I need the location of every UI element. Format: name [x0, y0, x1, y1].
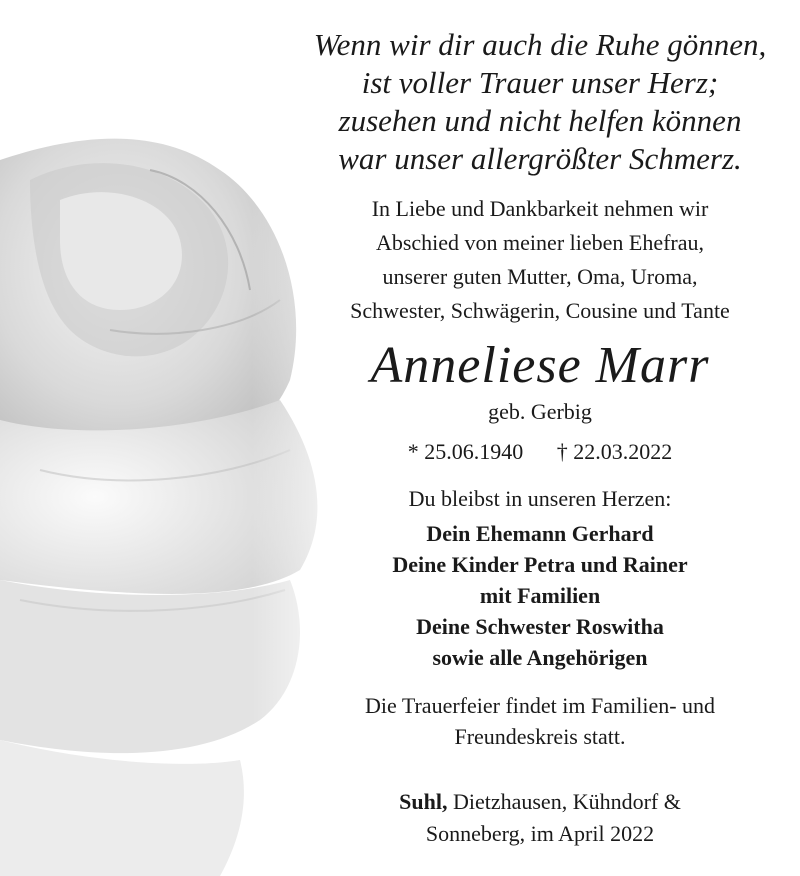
deceased-name: Anneliese Marr: [370, 337, 710, 394]
poem-line: zusehen und nicht helfen können: [338, 103, 742, 138]
poem-line: Wenn wir dir auch die Ruhe gönnen,: [313, 27, 767, 62]
intro-line: Abschied von meiner lieben Ehefrau,: [375, 230, 705, 255]
funeral-note: [300, 690, 780, 752]
mourner-line: sowie alle Angehörigen: [432, 645, 648, 670]
mourner-line: Deine Schwester Roswitha: [416, 614, 664, 639]
intro-line: In Liebe und Dankbarkeit nehmen wir: [371, 196, 709, 221]
farewell-line: Du bleibst in unseren Herzen:: [408, 486, 672, 511]
death-date: † 22.03.2022: [556, 439, 673, 464]
funeral-line: Die Trauerfeier findet im Familien- und: [364, 693, 716, 718]
birth-date: * 25.06.1940: [407, 439, 524, 464]
place-towns: Dietzhausen, Kühndorf &: [447, 789, 681, 814]
life-dates: [300, 438, 780, 466]
birth-name: geb. Gerbig: [488, 399, 592, 424]
place-line-2: Sonneberg, im April 2022: [425, 821, 655, 846]
mourners-list: [300, 518, 780, 673]
poem-line: war unser allergrößter Schmerz.: [338, 141, 742, 176]
memorial-poem: [300, 26, 780, 178]
place-line-1: [300, 786, 780, 818]
intro-line: Schwester, Schwägerin, Cousine und Tante: [350, 298, 730, 323]
intro-line: unserer guten Mutter, Oma, Uroma,: [382, 264, 698, 289]
place-city: Suhl,: [399, 789, 448, 814]
poem-line: ist voller Trauer unser Herz;: [361, 65, 719, 100]
mourner-line: Deine Kinder Petra und Rainer: [392, 552, 688, 577]
intro-text: [300, 192, 780, 328]
funeral-line: Freundeskreis statt.: [454, 724, 626, 749]
place-and-date: [300, 786, 780, 850]
mourner-line: Dein Ehemann Gerhard: [426, 521, 654, 546]
mourner-line: mit Familien: [479, 583, 601, 608]
